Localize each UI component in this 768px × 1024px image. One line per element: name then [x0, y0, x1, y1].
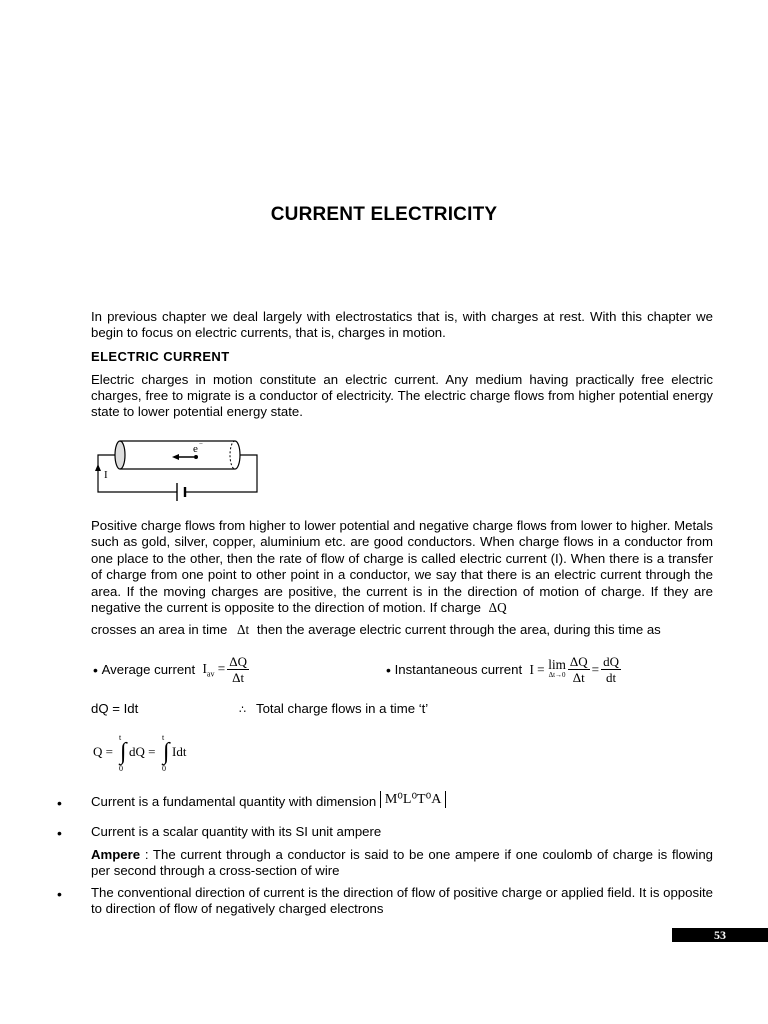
electron-label: e: [193, 443, 198, 455]
therefore-symbol: ∴: [239, 704, 246, 716]
circuit-left-wire: [98, 455, 177, 492]
ampere-definition: [91, 847, 713, 879]
bullet-direction: The conventional direction of current is the direction of flow of positive charge or applied field. It is opposite to direction of flow of negatively charged electrons: [91, 885, 713, 916]
integral-dq: dQ =: [129, 744, 156, 759]
para2-end: then the average electric current through the area, during this time as: [256, 622, 661, 638]
integral-sign-1: ∫: [120, 739, 127, 765]
para2-crosses: crosses an area in time: [91, 622, 228, 638]
inst-fraction-2: [601, 654, 621, 685]
ampere-term: Ampere: [91, 847, 141, 862]
conductor-circuit-diagram: [92, 434, 262, 504]
inst-lim: lim: [548, 656, 566, 672]
bullet-dot: •: [386, 661, 391, 678]
inst-fraction-1: [568, 654, 590, 685]
electron-arrowhead: [172, 454, 179, 460]
total-charge-text: Total charge flows in a time ‘t’: [256, 701, 429, 716]
avg-lhs: I: [202, 660, 207, 676]
integral-upper-2: t: [162, 733, 165, 742]
avg-fraction: [227, 654, 249, 685]
inst-denominator-1: Δt: [572, 670, 585, 685]
integral-lower-1: 0: [119, 764, 123, 773]
wire-right-hidden: [230, 441, 235, 469]
dimension-formula: M⁰L⁰T⁰A: [380, 791, 447, 808]
dq-equation: dQ = Idt: [91, 701, 139, 716]
inst-numerator-1: ΔQ: [569, 654, 588, 669]
inst-label: Instantaneous current: [394, 662, 523, 677]
integral-idt: Idt: [172, 744, 187, 759]
bullet-dot: •: [57, 795, 62, 811]
inst-numerator-2: dQ: [603, 654, 619, 669]
instantaneous-current-formula: • Instantaneous current I = lim Δt→0 $\frac{\Delta Q}{\Delta t}$ = $\frac{dQ}{dt}$: [386, 654, 619, 685]
page-number: 53: [672, 928, 768, 942]
section-heading: ELECTRIC CURRENT: [91, 349, 230, 364]
charge-flow-paragraph: [91, 518, 713, 639]
electron-charge: −: [199, 440, 203, 448]
page-title: CURRENT ELECTRICITY: [270, 204, 498, 225]
average-current-formula: • Average current $I_{av}$ = $\frac{\Delta Q}{\Delta t}$: [93, 654, 247, 685]
bullet-scalar: Current is a scalar quantity with its SI unit ampere: [91, 824, 382, 839]
integral-sign-2: ∫: [163, 739, 170, 765]
wire-right-end: [235, 441, 240, 469]
integral-upper-1: t: [119, 733, 122, 742]
wire-left-end: [115, 441, 125, 469]
avg-lhs-sub: av: [206, 669, 215, 679]
integral-q: Q =: [93, 744, 113, 759]
inst-denominator-2: dt: [605, 670, 617, 685]
bullet-dot: •: [93, 661, 98, 678]
ampere-text: : The current through a conductor is said to be one ampere if one coulomb of charge is flowing per second through a cross-section of wire: [91, 847, 713, 878]
bullet-dot: •: [57, 825, 62, 841]
avg-label: Average current: [101, 662, 196, 677]
intro-paragraph: In previous chapter we deal largely with electrostatics that is, with charges at rest. With this chapter we begin to focus on electric currents, that is, charges in motion.: [91, 309, 713, 340]
para2-dt: Δt: [237, 622, 250, 638]
inst-lhs: I =: [529, 661, 545, 677]
current-arrowhead: [95, 464, 101, 471]
avg-denominator: Δt: [232, 670, 245, 685]
bullet-dimension: [91, 794, 446, 809]
para2-dq: ΔQ: [488, 600, 507, 616]
inst-lim-sub: Δt→0: [548, 670, 566, 679]
integral-formula: [93, 731, 203, 775]
inst-limit: [548, 656, 566, 681]
integral-lower-2: 0: [162, 764, 166, 773]
para2-text: Positive charge flows from higher to lower potential and negative charge flows from lower to higher. Metals such as gold, silver, copper, aluminium etc. are good conductors. When charge flows in a conductor from one place to the other, then the rate of flow of charge is called electric current (I). When there is a transfer of charge from one point to other point in a conductor, we say that there is an electric current through the area. If the moving charges are positive, the current is in the direction of motion of charge. If they are negative the current is opposite to the direction of motion. If charge: [91, 518, 713, 616]
section-paragraph: Electric charges in motion constitute an electric current. Any medium having practically free electric charges, free to migrate is a conductor of electricity. The electric charge flows from higher potential energy state to lower potential energy state.: [91, 372, 713, 419]
current-label: I: [104, 469, 108, 481]
avg-numerator: ΔQ: [229, 654, 247, 669]
electron-dot: [194, 455, 198, 459]
circuit-right-wire: [186, 455, 257, 492]
bullet-dot: •: [57, 886, 62, 902]
bullet-dimension-text: Current is a fundamental quantity with dimension: [91, 794, 377, 809]
